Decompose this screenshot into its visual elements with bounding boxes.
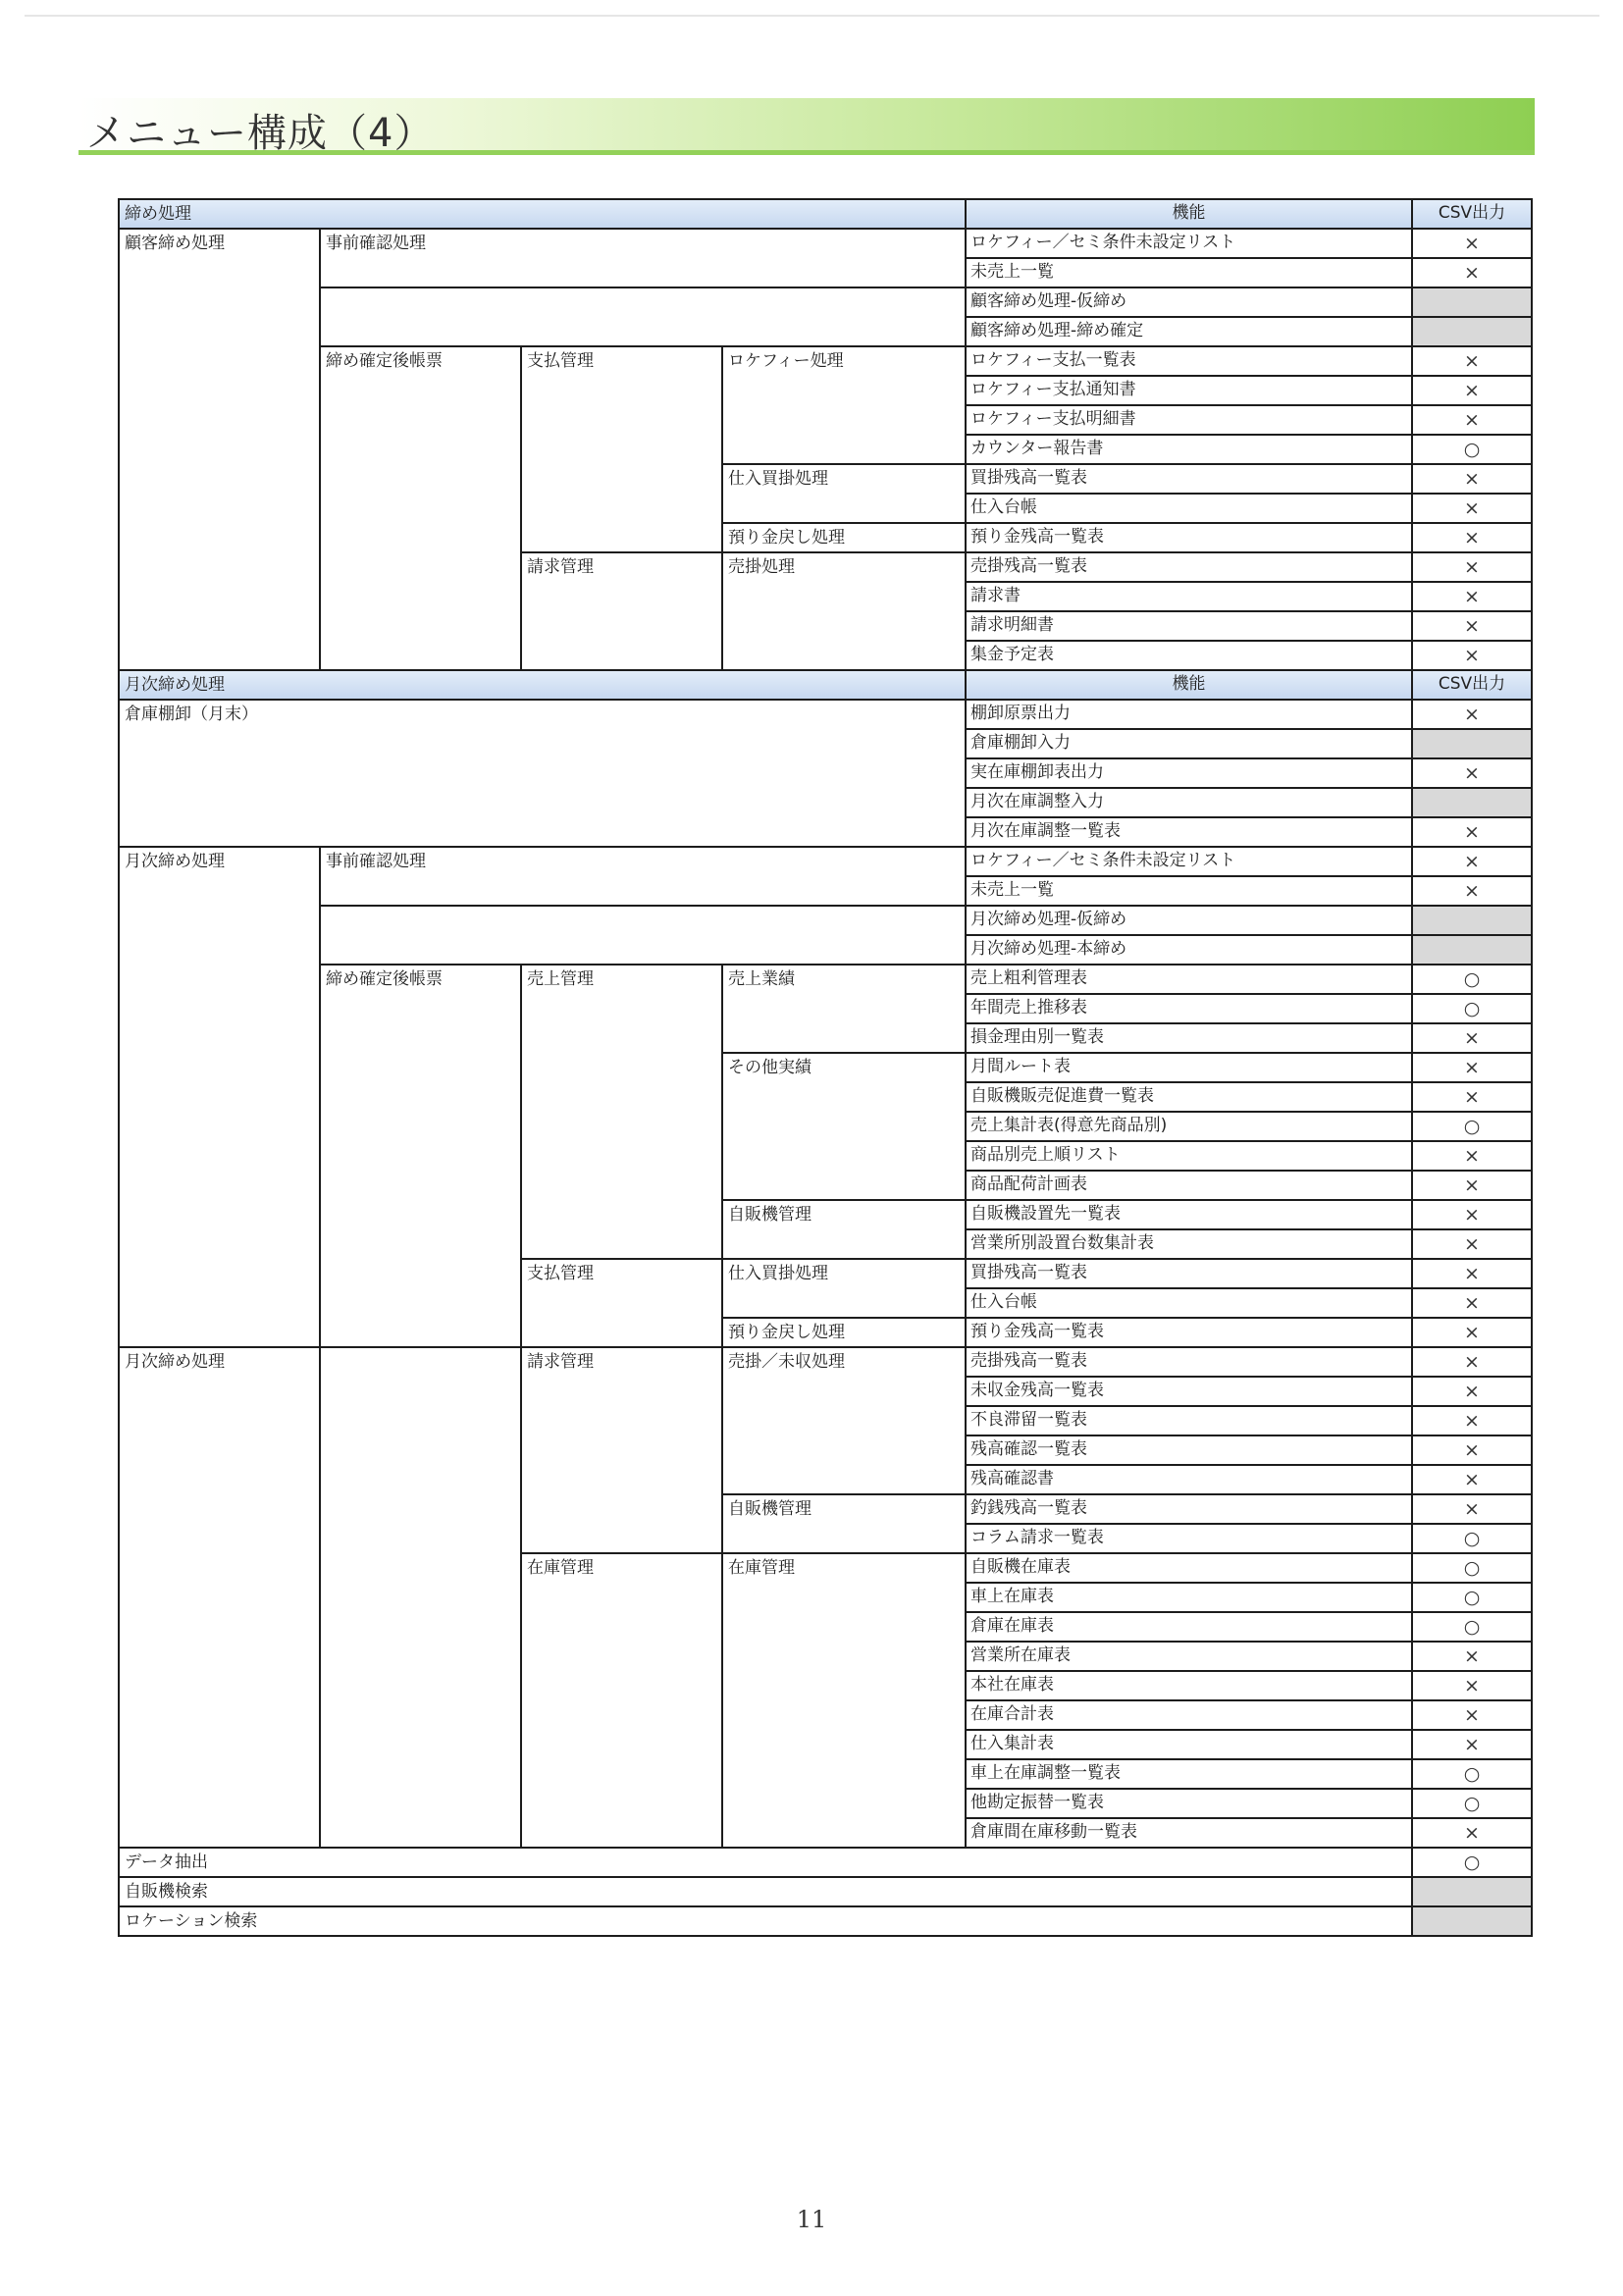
- section-header: [118, 669, 967, 701]
- menu-group: [520, 345, 723, 553]
- csv-flag: ○: [1411, 1611, 1533, 1643]
- csv-flag: [1411, 287, 1533, 318]
- csv-flag: ×: [1411, 551, 1533, 583]
- menu-group-label: 支払管理: [527, 1264, 594, 1283]
- menu-group: [319, 964, 522, 1348]
- menu-group: [118, 228, 321, 671]
- csv-flag: ×: [1411, 1199, 1533, 1230]
- function-row: 買掛残高一覧表: [965, 1258, 1413, 1289]
- function-row: 本社在庫表: [965, 1670, 1413, 1701]
- function-row: 顧客締め処理-仮締め: [965, 287, 1413, 318]
- function-row: 倉庫棚卸入力: [965, 728, 1413, 759]
- csv-flag: ○: [1411, 434, 1533, 465]
- section-header: [118, 198, 967, 230]
- standalone-menu-row: [118, 1905, 1413, 1937]
- section-header-label: 締め処理: [125, 204, 191, 224]
- function-row: 車上在庫表: [965, 1582, 1413, 1613]
- csv-flag: ×: [1411, 1641, 1533, 1672]
- function-row: 残高確認一覧表: [965, 1435, 1413, 1466]
- csv-flag: ×: [1411, 257, 1533, 288]
- csv-flag: ×: [1411, 463, 1533, 495]
- menu-group: [319, 846, 967, 907]
- csv-flag: ×: [1411, 228, 1533, 259]
- function-row: 残高確認書: [965, 1464, 1413, 1495]
- function-row: 顧客締め処理-締め確定: [965, 316, 1413, 347]
- csv-flag: ×: [1411, 345, 1533, 377]
- page-number: 11: [796, 2206, 827, 2233]
- csv-flag: [1411, 1876, 1533, 1907]
- function-row: 棚卸原票出力: [965, 699, 1413, 730]
- standalone-menu-row-label: 自販機検索: [125, 1882, 208, 1902]
- csv-flag: ×: [1411, 493, 1533, 524]
- menu-group-label: 売掛／未収処理: [728, 1352, 845, 1372]
- function-row: 自販機設置先一覧表: [965, 1199, 1413, 1230]
- function-row: 未売上一覧: [965, 257, 1413, 288]
- function-row: 自販機在庫表: [965, 1552, 1413, 1584]
- function-row: 預り金残高一覧表: [965, 522, 1413, 553]
- menu-group-label: 請求管理: [527, 557, 594, 577]
- function-row: 請求書: [965, 581, 1413, 612]
- csv-flag: ×: [1411, 1317, 1533, 1348]
- function-row: コラム請求一覧表: [965, 1523, 1413, 1554]
- menu-group-label: 倉庫棚卸（月末）: [125, 704, 258, 724]
- menu-group-label: 締め確定後帳票: [326, 351, 443, 371]
- function-row: ロケフィー／セミ条件未設定リスト: [965, 228, 1413, 259]
- csv-flag: ×: [1411, 1817, 1533, 1849]
- menu-group-label: 月次締め処理: [125, 1352, 225, 1372]
- csv-flag: ×: [1411, 699, 1533, 730]
- function-row: 売掛残高一覧表: [965, 551, 1413, 583]
- csv-flag: [1411, 316, 1533, 347]
- csv-flag: ×: [1411, 1258, 1533, 1289]
- menu-group: [520, 1346, 723, 1554]
- menu-group-label: 売上業績: [728, 969, 795, 989]
- csv-flag: ○: [1411, 1552, 1533, 1584]
- menu-group: [721, 551, 967, 671]
- menu-group-label: 在庫管理: [728, 1558, 795, 1578]
- csv-flag: ×: [1411, 1170, 1533, 1201]
- csv-flag: ×: [1411, 610, 1533, 642]
- function-row: 仕入台帳: [965, 493, 1413, 524]
- menu-group: [721, 964, 967, 1054]
- function-row: 月次締め処理-仮締め: [965, 905, 1413, 936]
- function-row: 営業所在庫表: [965, 1641, 1413, 1672]
- csv-flag: ×: [1411, 1081, 1533, 1113]
- function-row: 集金予定表: [965, 640, 1413, 671]
- function-row: 売上集計表(得意先商品別): [965, 1111, 1413, 1142]
- function-row: 預り金残高一覧表: [965, 1317, 1413, 1348]
- csv-flag: [1411, 1905, 1533, 1937]
- menu-group-label: 売掛処理: [728, 557, 795, 577]
- function-row: 月次在庫調整入力: [965, 787, 1413, 818]
- menu-group-label: 締め確定後帳票: [326, 969, 443, 989]
- csv-flag: ×: [1411, 522, 1533, 553]
- csv-flag: ×: [1411, 581, 1533, 612]
- function-row: 商品別売上順リスト: [965, 1140, 1413, 1172]
- function-row: 在庫合計表: [965, 1699, 1413, 1731]
- menu-group-label: 月次締め処理: [125, 852, 225, 871]
- csv-flag: [1411, 728, 1533, 759]
- standalone-menu-row-label: データ抽出: [125, 1852, 208, 1872]
- menu-group: [721, 1493, 967, 1554]
- csv-flag: [1411, 787, 1533, 818]
- csv-flag: ×: [1411, 846, 1533, 877]
- menu-group: [118, 1346, 321, 1849]
- menu-group: [721, 1052, 967, 1201]
- function-row: 請求明細書: [965, 610, 1413, 642]
- csv-flag: [1411, 905, 1533, 936]
- function-row: 損金理由別一覧表: [965, 1022, 1413, 1054]
- menu-group: [118, 846, 321, 1348]
- csv-flag: ×: [1411, 1699, 1533, 1731]
- function-row: 実在庫棚卸表出力: [965, 757, 1413, 789]
- function-row: 仕入集計表: [965, 1729, 1413, 1760]
- menu-group-label: 売上管理: [527, 969, 594, 989]
- standalone-menu-row: [118, 1847, 1413, 1878]
- function-row: 買掛残高一覧表: [965, 463, 1413, 495]
- csv-flag: ○: [1411, 1847, 1533, 1878]
- csv-flag: ×: [1411, 1052, 1533, 1083]
- csv-flag: ×: [1411, 1346, 1533, 1378]
- function-row: 年間売上推移表: [965, 993, 1413, 1024]
- csv-flag: ×: [1411, 1405, 1533, 1436]
- function-row: 売掛残高一覧表: [965, 1346, 1413, 1378]
- menu-group-label: 自販機管理: [728, 1205, 812, 1225]
- menu-group: [118, 699, 967, 848]
- function-row: 未売上一覧: [965, 875, 1413, 907]
- menu-group-label: 自販機管理: [728, 1499, 812, 1519]
- function-row: 倉庫間在庫移動一覧表: [965, 1817, 1413, 1849]
- function-row: 未収金残高一覧表: [965, 1376, 1413, 1407]
- menu-group: [721, 463, 967, 524]
- menu-group-label: ロケフィー処理: [728, 351, 844, 371]
- csv-flag: ×: [1411, 1729, 1533, 1760]
- function-row: 倉庫在庫表: [965, 1611, 1413, 1643]
- csv-flag: ×: [1411, 1464, 1533, 1495]
- menu-group: [721, 1258, 967, 1319]
- menu-group-label: その他実績: [728, 1058, 812, 1077]
- menu-group: [721, 1346, 967, 1495]
- function-row: 車上在庫調整一覧表: [965, 1758, 1413, 1790]
- csv-flag: ×: [1411, 875, 1533, 907]
- csv-flag: ×: [1411, 816, 1533, 848]
- function-row: カウンター報告書: [965, 434, 1413, 465]
- menu-group: [319, 345, 522, 671]
- menu-group-label: 在庫管理: [527, 1558, 594, 1578]
- function-row: 商品配荷計画表: [965, 1170, 1413, 1201]
- menu-group: [319, 905, 967, 965]
- function-row: 不良滞留一覧表: [965, 1405, 1413, 1436]
- menu-group-label: 支払管理: [527, 351, 594, 371]
- menu-group-label: 顧客締め処理: [125, 234, 225, 253]
- function-row: 営業所別設置台数集計表: [965, 1228, 1413, 1260]
- function-row: 釣銭残高一覧表: [965, 1493, 1413, 1525]
- menu-group-label: 事前確認処理: [326, 234, 426, 253]
- csv-flag: ○: [1411, 1758, 1533, 1790]
- page-title: メニュー構成（4）: [86, 111, 435, 156]
- csv-column-header: CSV出力: [1411, 198, 1533, 230]
- menu-group: [721, 1199, 967, 1260]
- menu-group: [520, 1258, 723, 1348]
- menu-group: [319, 1346, 522, 1849]
- function-column-header: 機能: [965, 198, 1413, 230]
- menu-group-label: 仕入買掛処理: [728, 469, 828, 489]
- csv-flag: ×: [1411, 757, 1533, 789]
- menu-group-label: 預り金戻し処理: [728, 528, 845, 548]
- function-row: 仕入台帳: [965, 1287, 1413, 1319]
- csv-flag: ○: [1411, 993, 1533, 1024]
- function-row: 売上粗利管理表: [965, 964, 1413, 995]
- standalone-menu-row-label: ロケーション検索: [125, 1911, 258, 1931]
- csv-flag: ×: [1411, 1376, 1533, 1407]
- section-header-label: 月次締め処理: [125, 675, 225, 695]
- menu-group: [721, 1317, 967, 1348]
- csv-flag: ○: [1411, 1788, 1533, 1819]
- menu-group: [721, 1552, 967, 1849]
- csv-flag: ○: [1411, 1111, 1533, 1142]
- function-row: ロケフィー／セミ条件未設定リスト: [965, 846, 1413, 877]
- function-row: 月間ルート表: [965, 1052, 1413, 1083]
- csv-flag: ×: [1411, 1287, 1533, 1319]
- csv-flag: ×: [1411, 404, 1533, 436]
- menu-group: [520, 964, 723, 1260]
- csv-flag: ×: [1411, 375, 1533, 406]
- csv-flag: ×: [1411, 1435, 1533, 1466]
- function-row: 自販機販売促進費一覧表: [965, 1081, 1413, 1113]
- menu-group: [319, 287, 967, 347]
- menu-group-label: 請求管理: [527, 1352, 594, 1372]
- function-row: 他勘定振替一覧表: [965, 1788, 1413, 1819]
- function-column-header: 機能: [965, 669, 1413, 701]
- function-row: ロケフィー支払一覧表: [965, 345, 1413, 377]
- menu-group: [721, 345, 967, 465]
- function-row: ロケフィー支払通知書: [965, 375, 1413, 406]
- csv-flag: ○: [1411, 964, 1533, 995]
- csv-flag: ×: [1411, 1228, 1533, 1260]
- standalone-menu-row: [118, 1876, 1413, 1907]
- function-row: 月次締め処理-本締め: [965, 934, 1413, 965]
- csv-flag: ×: [1411, 1022, 1533, 1054]
- menu-group: [520, 551, 723, 671]
- menu-group: [319, 228, 967, 288]
- menu-group-label: 仕入買掛処理: [728, 1264, 828, 1283]
- csv-column-header: CSV出力: [1411, 669, 1533, 701]
- function-row: ロケフィー支払明細書: [965, 404, 1413, 436]
- csv-flag: ×: [1411, 640, 1533, 671]
- csv-flag: ×: [1411, 1493, 1533, 1525]
- menu-group-label: 事前確認処理: [326, 852, 426, 871]
- menu-group-label: 預り金戻し処理: [728, 1323, 845, 1342]
- csv-flag: ○: [1411, 1582, 1533, 1613]
- function-row: 月次在庫調整一覧表: [965, 816, 1413, 848]
- csv-flag: ○: [1411, 1523, 1533, 1554]
- csv-flag: ×: [1411, 1140, 1533, 1172]
- menu-group: [520, 1552, 723, 1849]
- csv-flag: ×: [1411, 1670, 1533, 1701]
- csv-flag: [1411, 934, 1533, 965]
- menu-group: [721, 522, 967, 553]
